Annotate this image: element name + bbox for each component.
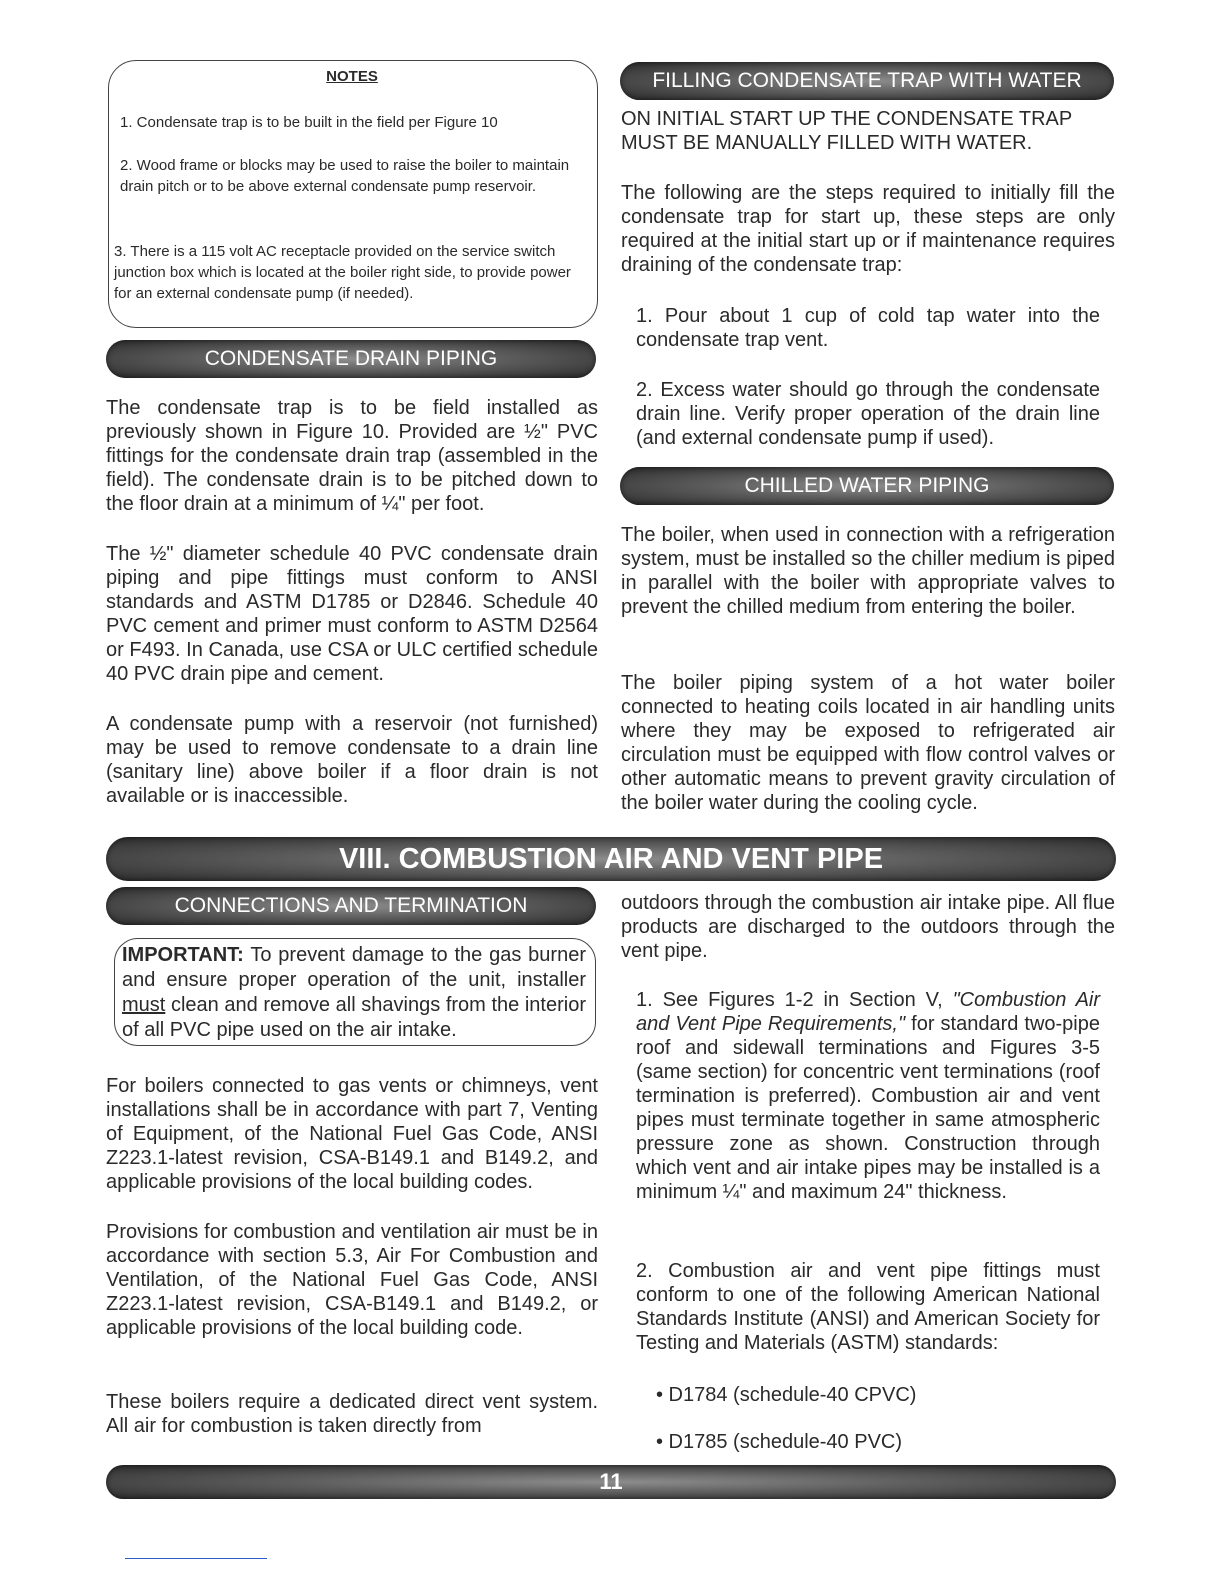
condensate-drain-paragraph-2: The ½" diameter schedule 40 PVC condensate drain piping and pipe fittings must conform to ANSI standards and ASTM D1785 or D2846. Schedule 40 PVC cement and primer must conform to ASTM D2564 or F493. In Canada, use CSA or ULC certified schedule 40 PVC drain pipe and cement.	[106, 543, 598, 685]
note-3: 3. There is a 115 volt AC receptacle provided on the service switch junction box which is located at the boiler right side, to provide power for an external condensate pump (if needed).	[114, 243, 571, 302]
important-label: IMPORTANT:	[122, 944, 244, 966]
condensate-drain-paragraph-1: The condensate trap is to be field installed as previously shown in Figure 10. Provided are ½" PVC fittings for the condensate drain trap (assembled in the field). The condensate drain is to be pitched down to the floor drain at a minimum of ¼" per foot.	[106, 397, 598, 515]
combustion-paragraph-2: Provisions for combustion and ventilation air must be in accordance with section 5.3, Air For Combustion and Ventilation, of the National Fuel Gas Code, ANSI Z223.1-latest revision, CSA-B149.1 and B149.2, or applicable provisions of the local building code.	[106, 1221, 598, 1339]
important-text-part-1: To prevent damage to the gas burner and ensure proper operation of the unit, installer	[122, 944, 586, 991]
page-number: 11	[599, 1469, 623, 1494]
condensate-drain-heading-label: CONDENSATE DRAIN PIPING	[204, 347, 498, 370]
filling-trap-step-2: 2. Excess water should go through the condensate drain line. Verify proper operation of the drain line (and external condensate pump if used).	[636, 379, 1100, 449]
filling-trap-intro: ON INITIAL START UP THE CONDENSATE TRAP MUST BE MANUALLY FILLED WITH WATER.	[621, 108, 1072, 154]
condensate-drain-heading	[106, 340, 596, 378]
combustion-item-1-title: "Combustion Air and Vent Pipe Requirements,"	[636, 989, 1101, 1035]
filling-trap-heading-label: FILLING CONDENSATE TRAP WITH WATER	[652, 69, 1082, 92]
chilled-water-heading-label: CHILLED WATER PIPING	[744, 474, 990, 497]
note-2: 2. Wood frame or blocks may be used to raise the boiler to maintain drain pitch or to be above external condensate pump reservoir.	[120, 157, 570, 195]
note-1: 1. Condensate trap is to be built in the field per Figure 10	[120, 114, 498, 131]
combustion-continuation: outdoors through the combustion air intake pipe. All flue products are discharged to the outdoors through the vent pipe.	[621, 892, 1115, 962]
combustion-item-1-rest: for standard two-pipe roof and sidewall terminations and Figures 3-5 (same section) for concentric vent terminations (roof termination is preferred). Combustion air and vent pipes must terminate together in same atmospheric pressure zone as shown. Construction through which vent and air intake pipes may be installed is a minimum ¼" and maximum 24" thickness.	[636, 1013, 1100, 1203]
combustion-paragraph-1: For boilers connected to gas vents or chimneys, vent installations shall be in accordance with part 7, Venting of Equipment, of the National Fuel Gas Code, ANSI Z223.1-latest revision, CSA-B149.1 and B149.2, and applicable provisions of the local building codes.	[106, 1075, 598, 1193]
connections-heading	[106, 887, 596, 925]
section-viii-heading-label: VIII. COMBUSTION AIR AND VENT PIPE	[338, 843, 884, 875]
chilled-water-paragraph-2: The boiler piping system of a hot water boiler connected to heating coils located in air handling units where they may be exposed to refrigerated air circulation must be equipped with flow control valves or other automatic means to prevent gravity circulation of the boiler water during the cooling cycle.	[621, 672, 1115, 814]
standard-bullet-cpvc: • D1784 (schedule-40 CPVC)	[656, 1384, 917, 1406]
standard-bullet-pvc: • D1785 (schedule-40 PVC)	[656, 1431, 903, 1453]
important-text-part-2: clean and remove all shavings from the interior of all PVC pipe used on the air intake.	[122, 994, 586, 1041]
section-viii-heading	[106, 837, 1116, 881]
combustion-item-1-start: 1. See Figures 1-2 in Section V,	[636, 989, 953, 1011]
chilled-water-paragraph-1: The boiler, when used in connection with a refrigeration system, must be installed so the chiller medium is piped in parallel with the boiler with appropriate valves to prevent the chilled medium from entering the boiler.	[621, 524, 1115, 618]
connections-heading-label: CONNECTIONS AND TERMINATION	[174, 894, 528, 917]
chilled-water-heading	[620, 467, 1114, 505]
combustion-paragraph-3: These boilers require a dedicated direct vent system. All air for combustion is taken directly from	[106, 1391, 598, 1437]
filling-trap-paragraph: The following are the steps required to initially fill the condensate trap for start up, these steps are only required at the initial start up or if maintenance requires draining of the condensate trap:	[621, 182, 1115, 276]
condensate-drain-paragraph-3: A condensate pump with a reservoir (not furnished) may be used to remove condensate to a drain line (sanitary line) above boiler if a floor drain is not available or is inaccessible.	[106, 713, 598, 807]
important-must: must	[122, 994, 166, 1016]
notes-title: NOTES	[326, 68, 378, 85]
combustion-item-2: 2. Combustion air and vent pipe fittings must conform to one of the following American National Standards Institute (ANSI) and American Society for Testing and Materials (ASTM) standards:	[636, 1260, 1100, 1354]
filling-trap-step-1: 1. Pour about 1 cup of cold tap water into the condensate trap vent.	[636, 305, 1100, 351]
combustion-item-1	[636, 988, 1100, 1204]
page-number-bar	[106, 1465, 1116, 1499]
filling-trap-heading	[620, 62, 1114, 100]
bottom-rule	[125, 1558, 267, 1559]
important-text	[122, 943, 586, 1043]
